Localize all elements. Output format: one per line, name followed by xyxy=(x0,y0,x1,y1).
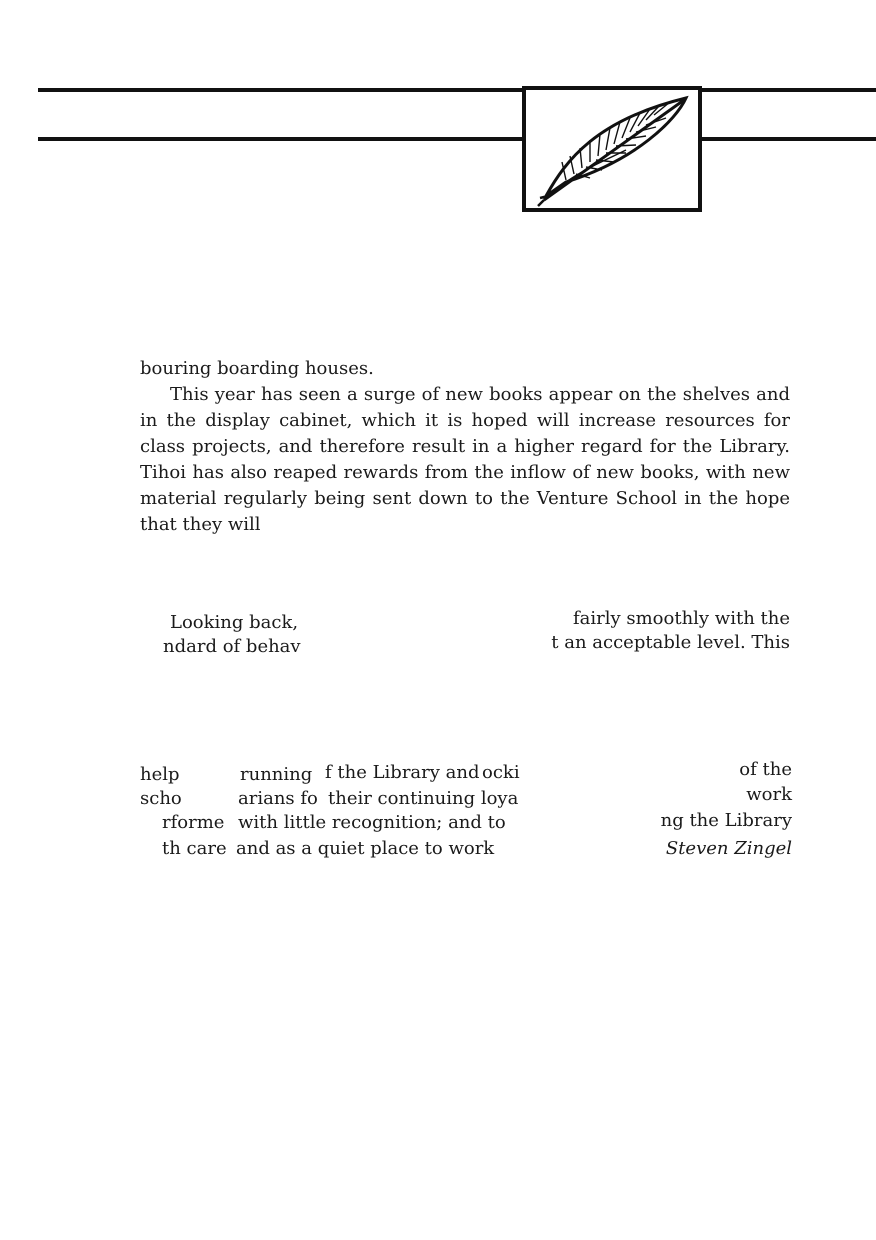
fragment-left-1: Looking back, xyxy=(170,612,299,633)
quill-icon xyxy=(526,90,698,208)
fragment-col3-1b: ocki xyxy=(482,762,520,783)
header-rule-top xyxy=(38,88,876,92)
paragraph-line-1: bouring boarding houses. xyxy=(140,358,374,379)
fragment-left-2: ndard of behav xyxy=(163,636,301,657)
author-signature: Steven Zingel xyxy=(665,838,792,859)
fragment-col2-1: running xyxy=(240,764,313,785)
fragment-right-1: fairly smoothly with the xyxy=(572,608,790,629)
fragment-col4-1: of the xyxy=(739,759,792,780)
quill-emblem xyxy=(522,86,702,212)
fragment-right-2: t an acceptable level. This xyxy=(551,632,790,653)
fragment-col3-2: their continuing loya xyxy=(328,788,519,809)
fragment-col3-1: f the Library and xyxy=(325,762,480,783)
intro-paragraph xyxy=(140,356,790,538)
header-rule-bottom xyxy=(38,137,876,141)
fragment-col1-1: help xyxy=(140,764,180,785)
fragment-col4-2: work xyxy=(746,784,792,805)
fragment-col2-3: with little recognition; and to xyxy=(238,812,506,833)
fragment-col2-4: and as a quiet place to work xyxy=(236,838,495,859)
fragment-col1-3: rforme xyxy=(162,812,225,833)
fragment-col1-4: th care xyxy=(162,838,227,859)
fragment-col4-3: ng the Library xyxy=(660,810,792,831)
fragment-col1-2: scho xyxy=(140,788,182,809)
fragment-col2-2: arians fo xyxy=(238,788,318,809)
paragraph-body: This year has seen a surge of new books appear on the shelves and in the display cabinet, which it is hoped will increase resources for class projects, and therefore result in a higher regard for the Library. Tihoi has also reaped rewards from the inflow of new books, with new material regularly being sent down to the Venture School in the hope that they will xyxy=(140,384,790,535)
